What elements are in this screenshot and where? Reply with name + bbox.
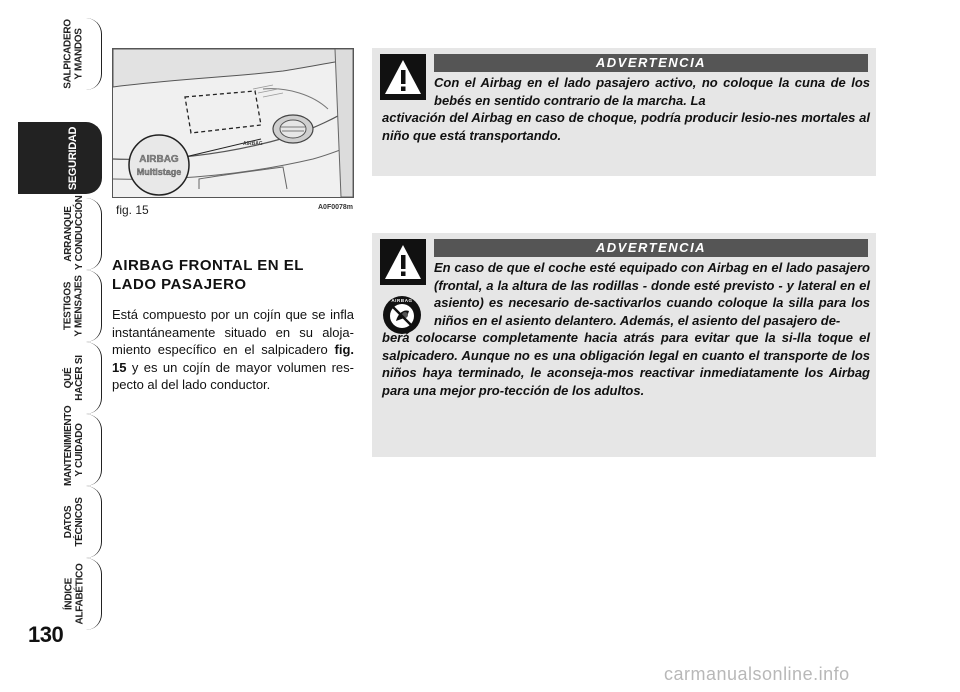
page-number: 130 [28,622,64,647]
figure-code: A0F0078m [318,204,354,211]
watermark: carmanualsonline.info [664,664,850,684]
warning-header: ADVERTENCIA [434,239,868,257]
body-before: Está compuesto por un cojín que se infla instantáneamente situado en su aloja-miento específico en el salpicadero [112,307,354,357]
dashboard-illustration [113,49,353,197]
section-title [112,256,362,294]
tab-label: ARRANQUE Y CONDUCCIÓN [63,195,85,270]
badge-line1: AIRBAG [139,154,179,165]
figure-caption: fig. 15 [116,203,149,217]
warning-box-2 [372,233,876,457]
warning-text-rest: berá colocarse completamente hacia atrás para evitar que la si-lla toque el salpicadero. Aunque no es una obligación legal en cuanto el transporte de los niños haya terminado, le aconseja-mos reactivar inmediatamente los Airbag para una mejor pro-tección de los adultos. [382,330,870,398]
airbag-badge-icon [129,135,189,195]
tab-datos[interactable] [18,486,102,558]
section-title-line1: AIRBAG FRONTAL EN EL [112,257,304,274]
tab-label: SEGURIDAD [67,126,80,190]
section-title-line2: LADO PASAJERO [112,276,247,293]
tab-salpicadero[interactable] [18,18,102,90]
warning-text-indent: En caso de que el coche esté equipado con Airbag en el lado pasajero (frontal, a la altura de las rodillas - donde esté previsto - y lateral en el asiento) es necesario de-sactivarlos cuando coloque la silla para los niños en el asiento delantero. Además, el asiento del pasajero de- [434,260,870,328]
body-after: y es un cojín de mayor volumen res-pecto al del lado conductor. [112,359,354,392]
tab-label: TESTIGOS Y MENSAJES [63,275,86,337]
tab-label: SALPICADERO Y MANDOS [63,19,86,89]
tab-arranque[interactable] [18,195,102,270]
section-body [112,306,354,394]
warning-box-1 [372,48,876,176]
tab-mantenimiento[interactable] [18,405,102,486]
figure-reference[interactable]: fig. 15 [112,342,354,375]
warning-header: ADVERTENCIA [434,54,868,72]
warning-text [382,259,870,399]
tab-que-hacer[interactable] [18,342,102,414]
dash-airbag-label: AIRBAG [243,141,263,147]
tab-label: DATOS TÉCNICOS [63,497,85,547]
air-vent-icon [273,115,313,143]
tab-label: ÍNDICE ALFABÉTICO [63,563,86,625]
tab-label: QUÉ HACER SI [63,355,85,401]
tab-indice[interactable] [18,558,102,630]
warning-text-indent: Con el Airbag en el lado pasajero activo, no coloque la cuna de los bebés en sentido contrario de la marcha. La [434,75,870,108]
warning-text [382,74,870,144]
badge-line2: Multistage [136,167,182,177]
tab-seguridad[interactable] [18,122,102,194]
tab-testigos[interactable] [18,270,102,342]
chapter-tabs [18,18,102,625]
tab-label: MANTENIMIENTO Y CUIDADO [63,405,85,486]
warning-text-rest: activación del Airbag en caso de choque, podría producir lesio-nes mortales al niño que está transportando. [382,110,870,143]
seal-text: AIRBAG [391,298,413,303]
figure-dashboard [112,48,354,198]
